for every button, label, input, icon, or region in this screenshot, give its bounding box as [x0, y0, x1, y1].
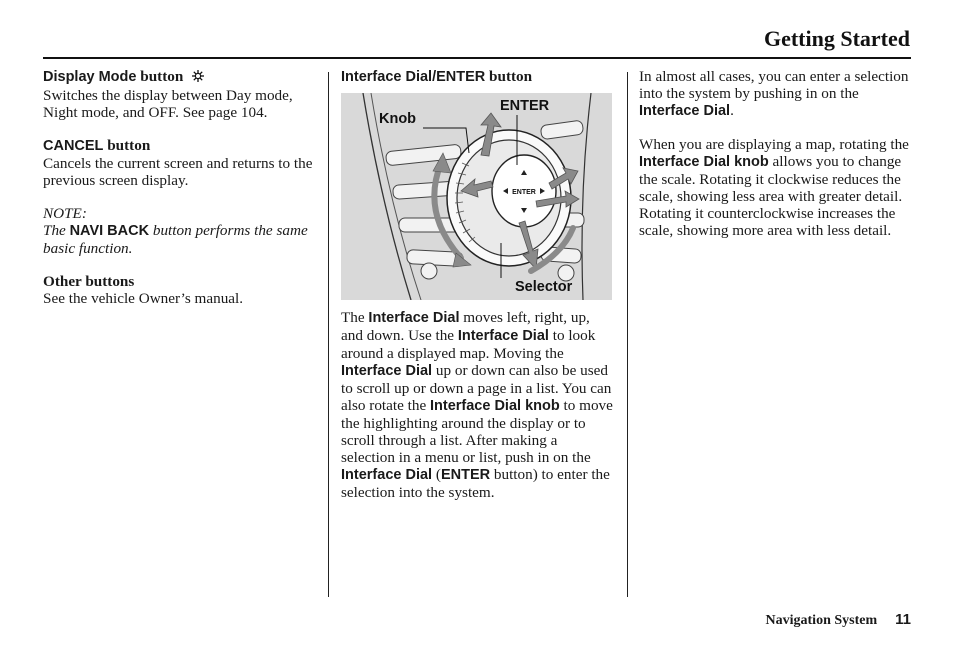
other-buttons-text: See the vehicle Owner’s manual. [43, 290, 244, 307]
column-2 [341, 68, 613, 501]
column-3 [639, 68, 914, 239]
header-rule [43, 57, 911, 59]
display-mode-section [43, 68, 318, 121]
enter-center-text: ENTER [512, 189, 536, 196]
note-label: NOTE: [43, 205, 87, 222]
cancel-heading: CANCEL button [43, 137, 151, 154]
footer-section: Navigation System [765, 613, 878, 628]
cancel-section [43, 137, 318, 189]
column-divider-1 [328, 72, 329, 597]
other-buttons-heading: Other buttons [43, 273, 135, 290]
day-night-icon [191, 69, 223, 87]
note-text: The NAVI BACK button performs the same basic function. [43, 222, 308, 257]
interface-dial-figure [341, 93, 612, 300]
enter-selection-paragraph: In almost all cases, you can enter a selection into the system by pushing in on the Interface Dial. [639, 68, 909, 119]
selector-label: Selector [515, 279, 573, 295]
interface-dial-description: The Interface Dial moves left, right, up, and down. Use the Interface Dial to look around a displayed map. Moving the Interface Dial up or down can also be used to scroll up or down a page in a list. You can also rotate the Interface Dial knob to move the highlighting around the display or to scroll through a list. After making a selection in a menu or list, push in on the Interface Dial (ENTER button) to enter the selection into the system. [341, 309, 613, 501]
display-mode-text: Switches the display between Day mode, Night mode, and OFF. See page 104. [43, 87, 293, 121]
cancel-text: Cancels the current screen and returns to the previous screen display. [43, 155, 313, 189]
display-mode-heading: Display Mode button [43, 68, 318, 87]
page-number: 11 [895, 611, 911, 628]
enter-label: ENTER [500, 98, 550, 114]
other-buttons-section [43, 273, 318, 307]
interface-dial-heading: Interface Dial/ENTER button [341, 68, 533, 85]
page-title: Getting Started [763, 26, 910, 51]
knob-label: Knob [379, 111, 417, 127]
map-scale-paragraph: When you are displaying a map, rotating the Interface Dial knob allows you to change the scale. Rotating it clockwise reduces the scale, showing less area with greater detail. Rotating it counterclockwise increases the scale, showing more area with less detail. [639, 136, 909, 239]
column-divider-2 [627, 72, 628, 597]
page-footer [766, 611, 911, 629]
column-1 [43, 68, 318, 323]
note-section [43, 205, 318, 257]
